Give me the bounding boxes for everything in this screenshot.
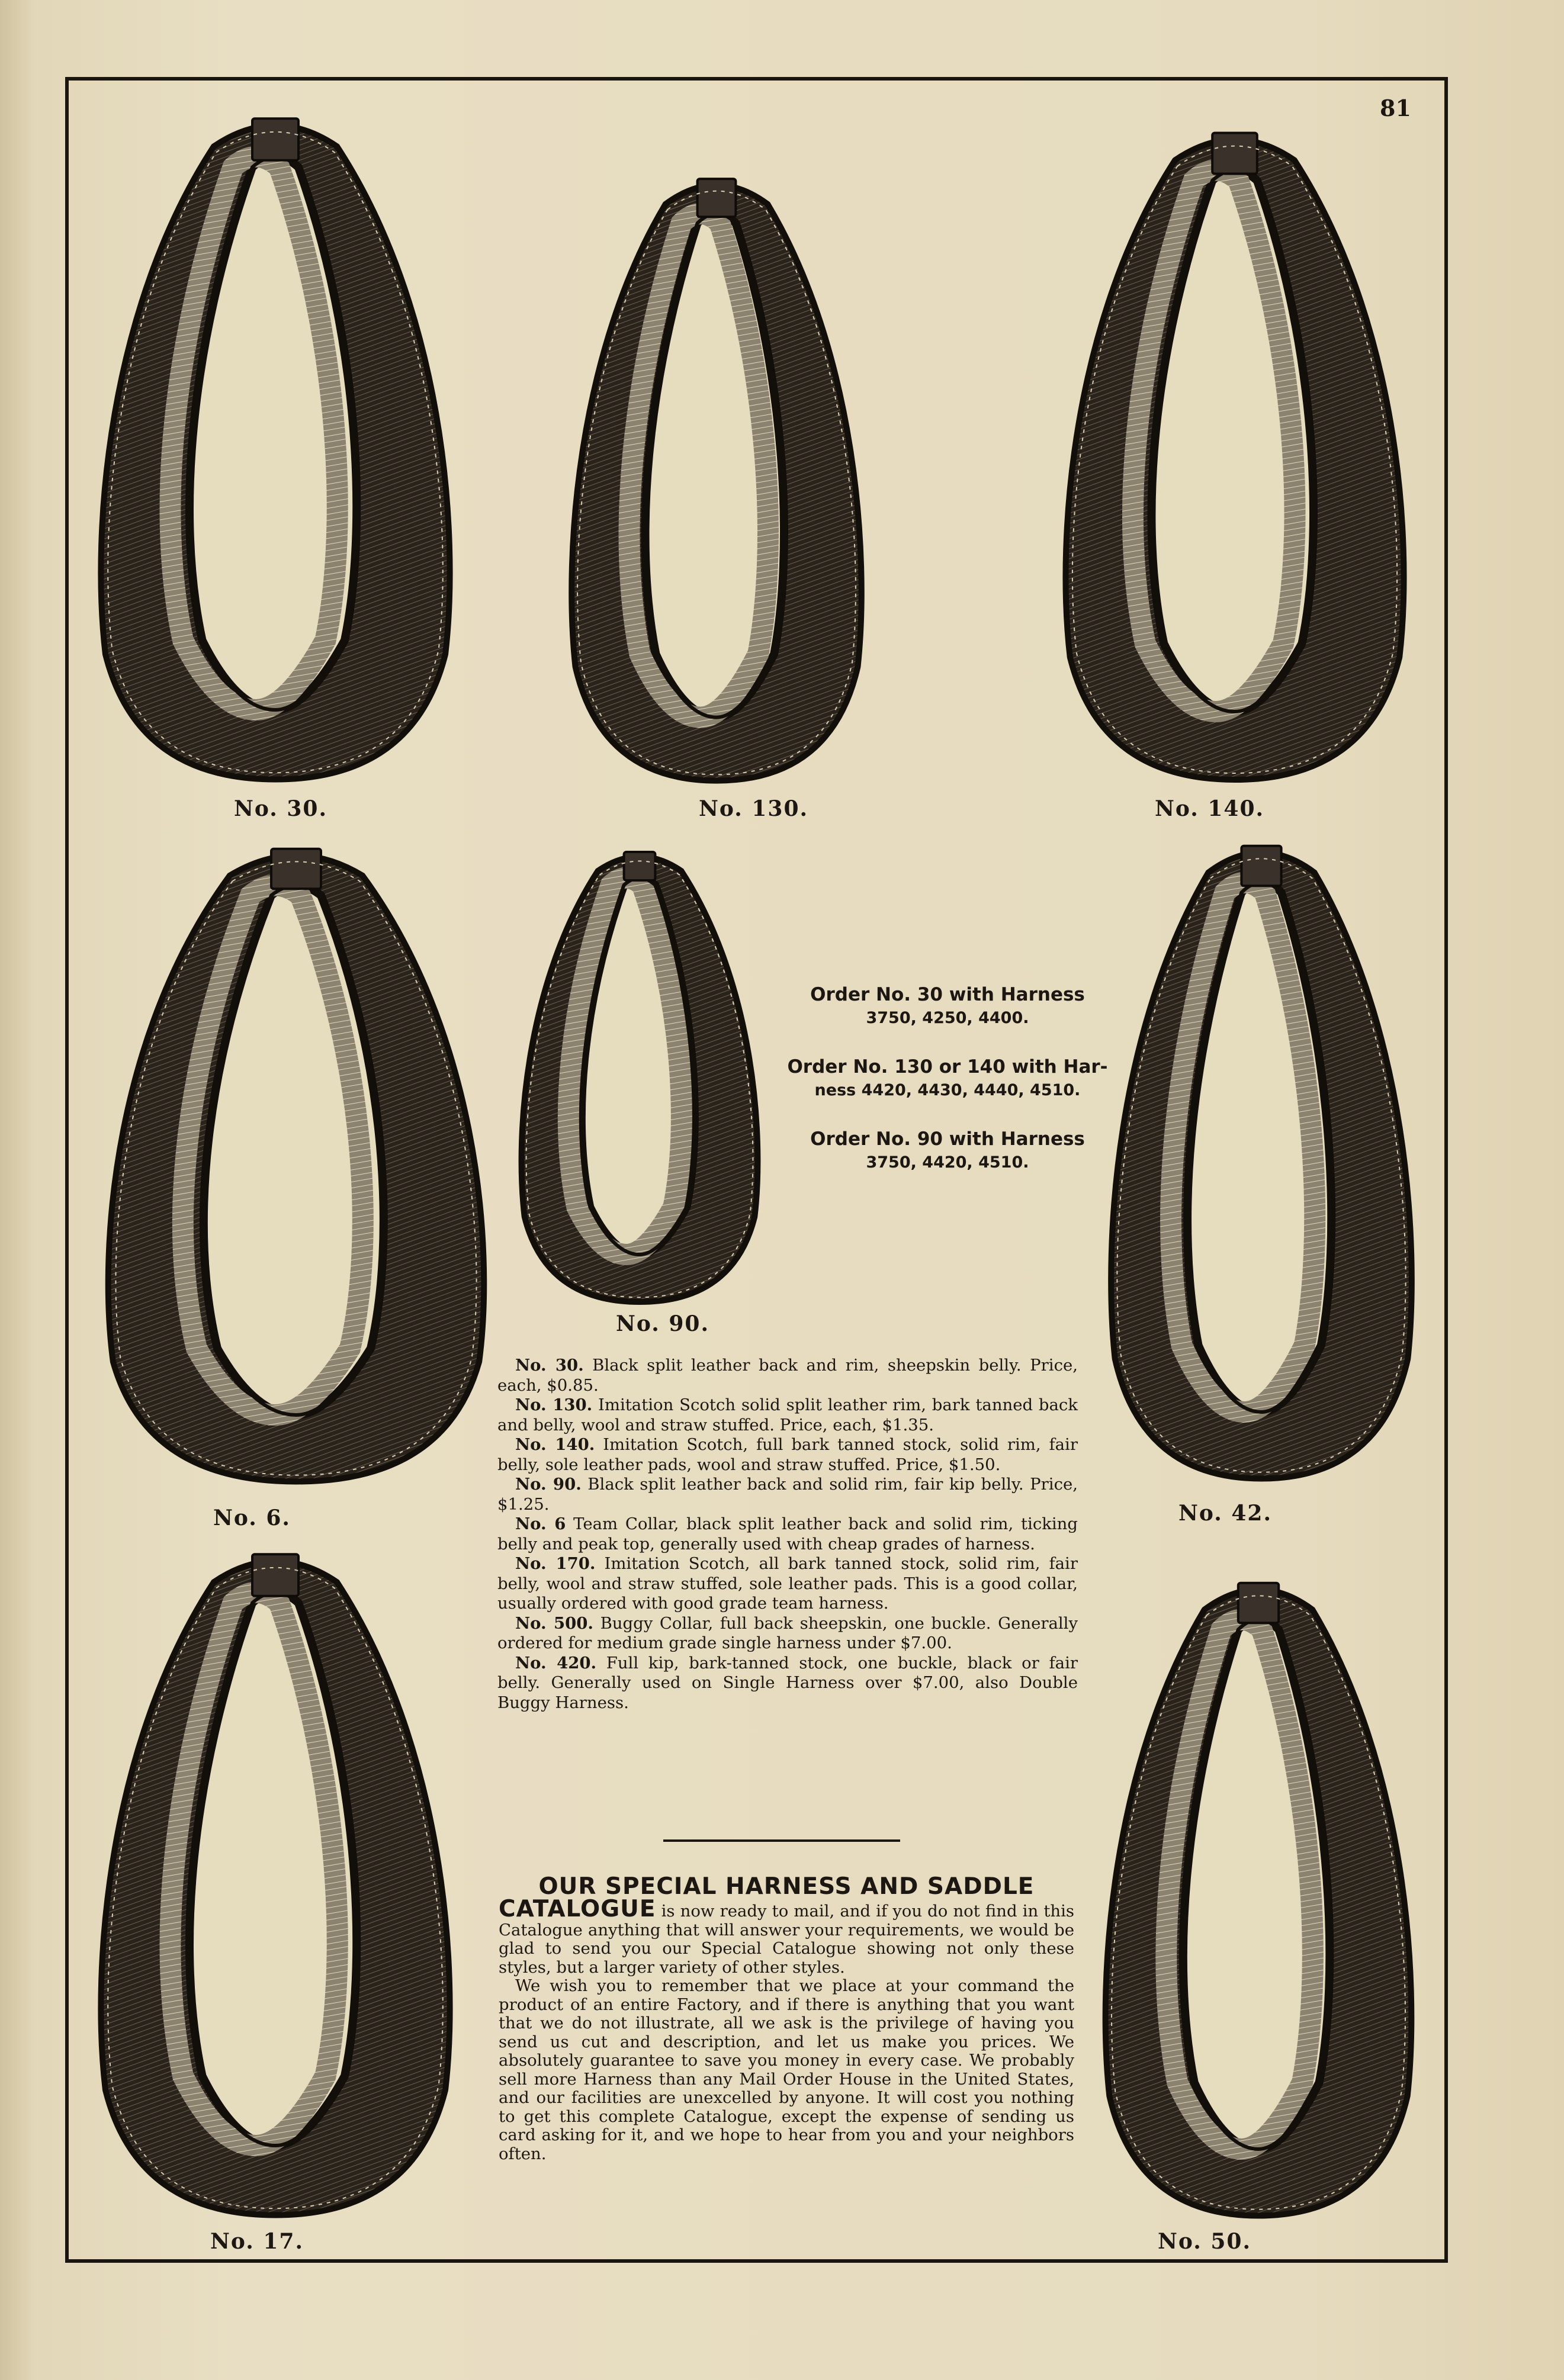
description-paragraph: No. 6 Team Collar, black split leather back and solid rim, ticking belly and peak top, generally used with cheap grades of harness. (497, 1514, 1078, 1554)
caption-no17: No. 17. (210, 2229, 304, 2254)
description-paragraph: No. 500. Buggy Collar, full back sheepskin, one buckle. Generally ordered for medium grade single harness under $7.00. (497, 1613, 1078, 1652)
section-divider (663, 1839, 900, 1842)
collar-descriptions (497, 1356, 1078, 1713)
collar-no140-illustration (1048, 112, 1421, 793)
special-catalogue-paragraph: CATALOGUE is now ready to mail, and if you do not find in this Catalogue anything that will answer your requirements, we would be glad to send you our Special Catalogue showing not only these styles, but a larger variety of other styles. (499, 1896, 1074, 1977)
order-note: Order No. 130 or 140 with Har- ness 4420, 4430, 4440, 4510. (787, 1056, 1108, 1099)
special-catalogue-notice (499, 1874, 1074, 2163)
collar-no17-illustration (83, 1533, 468, 2229)
collar-no50-illustration (1090, 1563, 1427, 2229)
caption-no140: No. 140. (1155, 796, 1265, 821)
collar-no30-illustration (83, 98, 468, 793)
collar-no90-illustration (509, 838, 770, 1311)
collar-no130-illustration (557, 160, 876, 793)
order-note: Order No. 90 with Harness 3750, 4420, 4510. (810, 1128, 1085, 1172)
caption-no90: No. 90. (616, 1311, 709, 1336)
order-notes (770, 983, 1125, 1199)
description-paragraph: No. 30. Black split leather back and rim, sheepskin belly. Price, each, $0.85. (497, 1356, 1078, 1395)
caption-no50: No. 50. (1158, 2229, 1251, 2254)
special-catalogue-heading-word: CATALOGUE (499, 1896, 656, 1922)
description-paragraph: No. 170. Imitation Scotch, all bark tanned stock, solid rim, fair belly, wool and straw stuffed, sole leather pads. This is a good collar, usually ordered with good grade team harness. (497, 1554, 1078, 1613)
special-catalogue-heading: OUR SPECIAL HARNESS AND SADDLE (538, 1873, 1035, 1900)
page-number: 81 (1380, 95, 1411, 121)
collar-no42-illustration (1096, 826, 1427, 1492)
caption-no130: No. 130. (699, 796, 809, 821)
order-note: Order No. 30 with Harness 3750, 4250, 4400. (810, 984, 1085, 1027)
description-paragraph: No. 90. Black split leather back and solid rim, fair kip belly. Price, $1.25. (497, 1475, 1078, 1514)
caption-no6: No. 6. (213, 1506, 291, 1530)
caption-no30: No. 30. (234, 796, 327, 821)
description-paragraph: No. 140. Imitation Scotch, full bark tanned stock, solid rim, fair belly, sole leather pads, wool and straw stuffed. Price, $1.50. (497, 1435, 1078, 1474)
description-paragraph: No. 130. Imitation Scotch solid split leather rim, bark tanned back and belly, wool and straw stuffed. Price, each, $1.35. (497, 1395, 1078, 1435)
caption-no42: No. 42. (1178, 1501, 1272, 1526)
special-catalogue-paragraph: We wish you to remember that we place at your command the product of an entire Factory, and if there is anything that you want that we do not illustrate, all we ask is the privilege of having you send us cut and description, and let us make you prices. We absolutely guarantee to save you money in every case. We probably sell more Harness than any Mail Order House in the United States, and our facilities are unexcelled by anyone. It will cost you nothing to get this complete Catalogue, except the expense of sending us card asking for it, and we hope to hear from you and your neighbors often. (499, 1976, 1074, 2163)
description-paragraph: No. 420. Full kip, bark-tanned stock, one buckle, black or fair belly. Generally used on Single Harness over $7.00, also Double Buggy Harness. (497, 1653, 1078, 1712)
collar-no6-illustration (89, 829, 503, 1495)
